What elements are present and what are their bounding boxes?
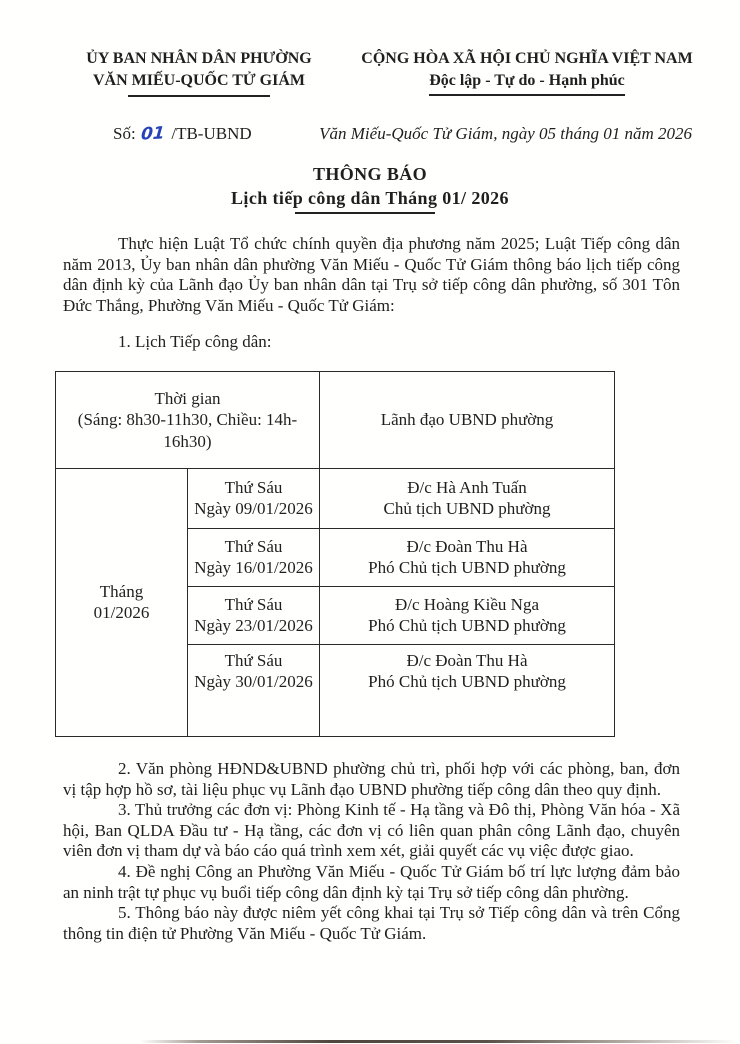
leader-title: Phó Chủ tịch UBND phường [368,558,566,578]
date-label: Ngày 23/01/2026 [194,616,313,636]
day-label: Thứ Sáu [224,536,283,556]
subtitle-underline [295,212,435,214]
time-header-line2: (Sáng: 8h30-11h30, Chiều: 14h-16h30) [77,410,298,451]
issuer-line1: ỦY BAN NHÂN DÂN PHƯỜNG [86,50,312,67]
month-cell [56,468,188,736]
doc-number [113,123,252,145]
national-header-block [350,48,704,97]
leader-name: Đ/c Hoàng Kiều Nga [395,594,539,614]
date-label: Ngày 09/01/2026 [194,499,313,519]
document-header [0,0,740,97]
national-header-line2 [350,70,704,96]
date-cell [188,644,320,736]
date-cell [188,586,320,644]
day-label: Thứ Sáu [224,650,283,670]
title-block [0,162,740,214]
date-label: Ngày 16/01/2026 [194,558,313,578]
dateline: Văn Miếu-Quốc Tử Giám, ngày 05 tháng 01 năm 2026 [319,124,692,143]
date-cell [188,468,320,528]
date-label: Ngày 30/01/2026 [194,672,313,692]
leader-name: Đ/c Hà Anh Tuấn [407,477,527,497]
leader-title: Phó Chủ tịch UBND phường [368,616,566,636]
day-label: Thứ Sáu [224,477,283,497]
paragraph-3: 3. Thủ trưởng các đơn vị: Phòng Kinh tế - Hạ tầng và Đô thị, Phòng Văn hóa - Xã hội, Ban QLDA Đầu tư - Hạ tầng, các đơn vị có liên quan phân công Lãnh đạo, chuyên viên đơn vị tham dự và báo cáo quá trình xem xét, giải quyết các vụ việc được giao. [63,800,680,861]
issuer-block [48,48,350,97]
motto-text: Độc lập - Tự do - Hạnh phúc [429,70,625,96]
schedule-table [55,371,615,737]
scan-edge-artifact [140,1040,738,1043]
schedule-header-row [56,371,615,468]
month-line2: 01/2026 [93,603,150,623]
month-line1: Tháng [99,581,144,601]
intro-paragraph: Thực hiện Luật Tổ chức chính quyền địa phương năm 2025; Luật Tiếp công dân năm 2013, Ủy ban nhân dân phường Văn Miếu - Quốc Tử Giám thông báo lịch tiếp công dân định kỳ của Lãnh đạo Ủy ban nhân dân tại Trụ sở tiếp công dân phường, số 301 Tôn Đức Thắng, Phường Văn Miếu - Quốc Tử Giám: [63,234,680,315]
time-header-line1: Thời gian [154,388,221,408]
section1-heading: 1. Lịch Tiếp công dân: [118,332,272,352]
date-cell [188,528,320,586]
leader-title: Chủ tịch UBND phường [383,499,551,519]
leader-cell [320,468,615,528]
doc-number-suffix: /TB-UBND [171,124,252,143]
leader-name: Đ/c Đoàn Thu Hà [406,536,528,556]
doc-number-handwritten: 01 [139,123,166,145]
document-body [0,234,740,353]
leader-name: Đ/c Đoàn Thu Hà [406,650,528,670]
leader-title: Phó Chủ tịch UBND phường [368,672,566,692]
paragraph-5: 5. Thông báo này được niêm yết công khai tại Trụ sở Tiếp công dân và trên Cổng thông tin điện tử Phường Văn Miếu - Quốc Tử Giám. [63,903,680,943]
day-label: Thứ Sáu [224,594,283,614]
leader-cell [320,528,615,586]
paragraph-2: 2. Văn phòng HĐND&UBND phường chủ trì, phối hợp với các phòng, ban, đơn vị tập hợp hồ sơ, tài liệu phục vụ Lãnh đạo UBND phường tiếp công dân theo quy định. [63,758,680,799]
leader-cell [320,644,615,736]
paragraph-4: 4. Đề nghị Công an Phường Văn Miếu - Quốc Tử Giám bố trí lực lượng đảm bảo an ninh trật tự phục vụ buổi tiếp công dân định kỳ tại Trụ sở tiếp công dân phường. [63,861,680,902]
schedule-row-1 [56,468,615,528]
national-header-line1: CỘNG HÒA XÃ HỘI CHỦ NGHĨA VIỆT NAM [361,50,693,67]
closing-paragraphs [0,759,740,944]
issuer-line2: VĂN MIẾU-QUỐC TỬ GIÁM [93,72,305,89]
leader-cell [320,586,615,644]
document-subtitle: Lịch tiếp công dân Tháng 01/ 2026 [231,188,509,208]
document-title: THÔNG BÁO [312,164,428,184]
time-header-cell [56,371,320,468]
leader-header-cell: Lãnh đạo UBND phường [320,371,615,468]
doc-number-label: Số: [113,124,136,143]
issuer-underline [128,95,270,97]
number-dateline-row [0,123,740,145]
